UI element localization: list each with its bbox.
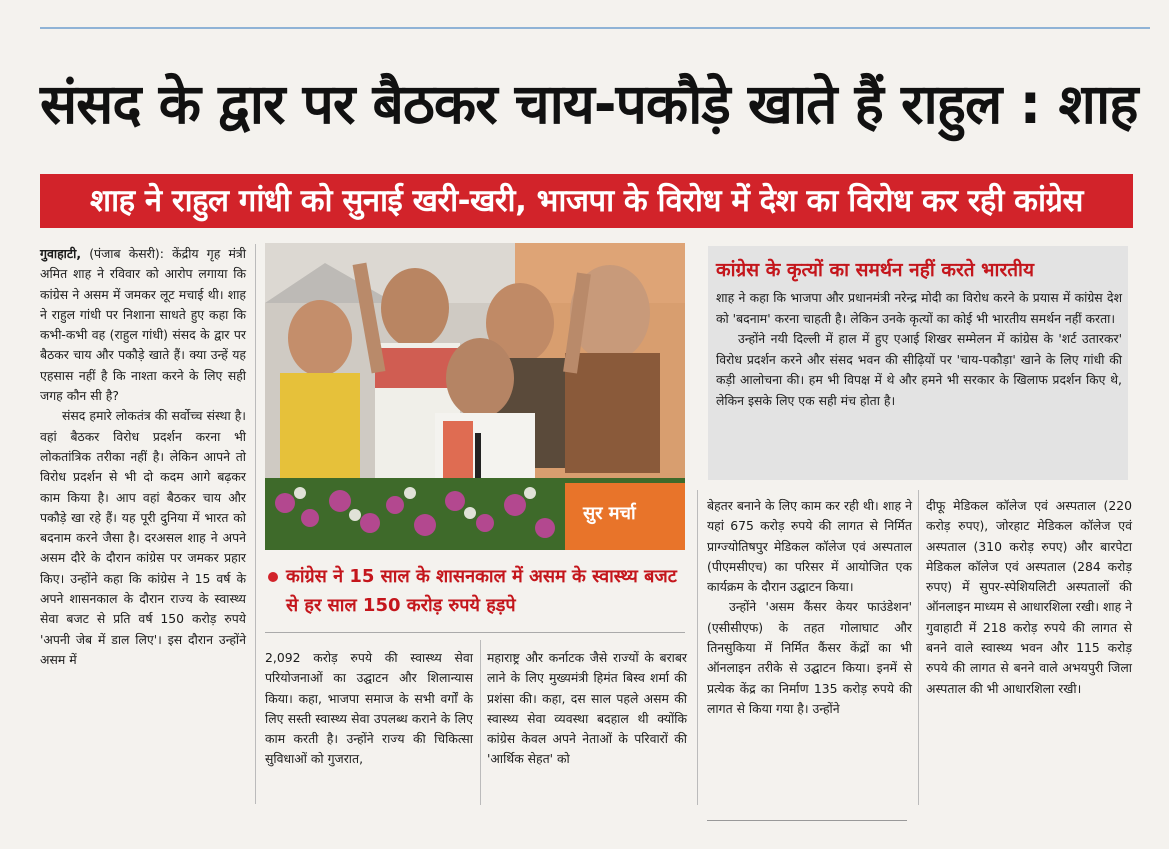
sidebar-paragraph-1: शाह ने कहा कि भाजपा और प्रधानमंत्री नरेन्द्र मोदी का विरोध करने के प्रयास में कांग्रेस देश को 'बदनाम' करना चाहती है। लेकिन उनके कृत्यों का कोई भी भारतीय समर्थन नहीं करता। [716,290,1122,326]
col1-paragraph-2: संसद हमारे लोकतंत्र की सर्वोच्च संस्था है। वहां बैठकर विरोध प्रदर्शन करना भी लोकतांत्रिक तरीका नहीं है। लेकिन आपने तो विरोध प्रदर्शन से भी दो कदम आगे बढ़कर काम किया है। आप वहां बैठकर चाय और पकौड़े खा रहे हैं। यह पूरी दुनिया में भारत को बदनाम करने जैसा है। दरअसल शाह ने अपने असम दौरे के दौरान कांग्रेस पर जमकर प्रहार किए। उन्होंने कहा कि कांग्रेस ने 15 वर्ष के अपने शासनकाल के दौरान राज्य के स्वास्थ्य सेवा बजट से प्रति वर्ष 150 करोड़ रुपये 'अपनी जेब में डाल लिए'। इस दौरान उन्होंने असम में [40,408,246,667]
dateline: गुवाहाटी, [40,246,82,261]
sidebar-paragraph-2: उन्होंने नयी दिल्ली में हाल में हुए एआई शिखर सम्मेलन में कांग्रेस के 'शर्ट उतारकर' विरोध प्रदर्शन करने और संसद भवन की सीढ़ियों पर 'चाय-पकौड़ा' खाने के लिए गांधी की कड़ी आलोचना की। हम भी विपक्ष में थे और हमने भी सरकार के खिलाफ प्रदर्शन किए थे, लेकिन इसके लिए एक सही मंच होता है। [716,331,1122,408]
photo-banner-text: सुर मर्चा [583,503,636,524]
col2-paragraph: 2,092 करोड़ रुपये की स्वास्थ्य सेवा परियोजनाओं का उद्घाटन और शिलान्यास किया। कहा, भाजपा समाज के सभी वर्गों के लिए सस्ती स्वास्थ्य सेवा उपलब्ध कराने के लिए काम करती है। उन्होंने राज्य की चिकित्सा सुविधाओं को गुजरात, [265,650,473,767]
top-rule [40,27,1150,29]
col3-paragraph: महाराष्ट्र और कर्नाटक जैसे राज्यों के बराबर लाने के लिए मुख्यमंत्री हिमंत बिस्व शर्मा की प्रशंसा की। कहा, दस साल पहले असम की स्वास्थ्य सेवा व्यवस्था बदहाल थी क्योंकि कांग्रेस केवल अपने नेताओं के परिवारों की 'आर्थिक सेहत' को [487,650,687,767]
pull-quote-rule [265,632,685,633]
column-divider [255,244,256,804]
sidebar-body [716,288,1122,411]
article-column-1 [40,244,246,670]
bottom-rule [707,820,907,821]
subheadline-banner: शाह ने राहुल गांधी को सुनाई खरी-खरी, भाजपा के विरोध में देश का विरोध कर रही कांग्रेस [40,174,1133,228]
column-divider [697,490,698,805]
headline: संसद के द्वार पर बैठकर चाय-पकौड़े खाते हैं राहुल : शाह [40,72,1138,136]
column-divider [918,490,919,805]
pull-quote: कांग्रेस ने 15 साल के शासनकाल में असम के स्वास्थ्य बजट से हर साल 150 करोड़ रुपये हड़पे [286,566,677,616]
col5-paragraph: दीफू मेडिकल कॉलेज एवं अस्पताल (220 करोड़ रुपए), जोरहाट मेडिकल कॉलेज एवं अस्पताल (310 करोड़ रुपए) और बारपेटा मेडिकल कॉलेज एवं अस्पताल (284 करोड़ रुपए) में सुपर-स्पेशियलिटी अस्पतालों की ऑनलाइन माध्यम से आधारशिला रखी। शाह ने गुवाहाटी में 218 करोड़ रुपये की लागत से बनने वाले स्वास्थ्य भवन और 115 करोड़ रुपये की लागत से बनने वाले अभयपुरी जिला अस्पताल की भी आधारशिला रखी। [926,498,1133,696]
news-photo [265,243,685,550]
col4-paragraph-1: बेहतर बनाने के लिए काम कर रही थी। शाह ने यहां 675 करोड़ रुपये की लागत से निर्मित प्राग्ज्योतिषपुर मेडिकल कॉलेज एवं अस्पताल (पीएमसीएच) का परिसर में आयोजित एक कार्यक्रम के दौरान उद्घाटन किया। [707,498,912,595]
sidebar-title: कांग्रेस के कृत्यों का समर्थन नहीं करते भारतीय [716,259,1034,281]
col4-paragraph-2: उन्होंने 'असम कैंसर केयर फाउंडेशन' (एसीसीएफ) के तहत गोलाघाट और तिनसुकिया में निर्मित कैंसर केंद्रों का भी ऑनलाइन तरीके से उद्घाटन किया। इनमें से प्रत्येक केंद्र का निर्माण 135 करोड़ रुपये की लागत से किया गया है। उन्होंने [707,599,912,716]
column-divider [480,640,481,805]
col1-paragraph-1: (पंजाब केसरी): केंद्रीय गृह मंत्री अमित शाह ने रविवार को आरोप लगाया कि कांग्रेस ने असम में जमकर लूट मचाई थी। शाह ने राहुल गांधी पर निशाना साधते हुए कहा कि कभी-कभी वह (राहुल गांधी) संसद के द्वार पर बैठकर चाय और पकौड़े खाते हैं। क्या उन्हें यह एहसास नहीं है कि नाश्ता करने के लिए सही जगह कौन सी है? [40,246,246,404]
article-column-2 [265,648,473,770]
article-column-3 [487,648,687,770]
bullet-icon [268,572,278,582]
article-column-5 [926,496,1132,699]
article-column-4 [707,496,912,719]
